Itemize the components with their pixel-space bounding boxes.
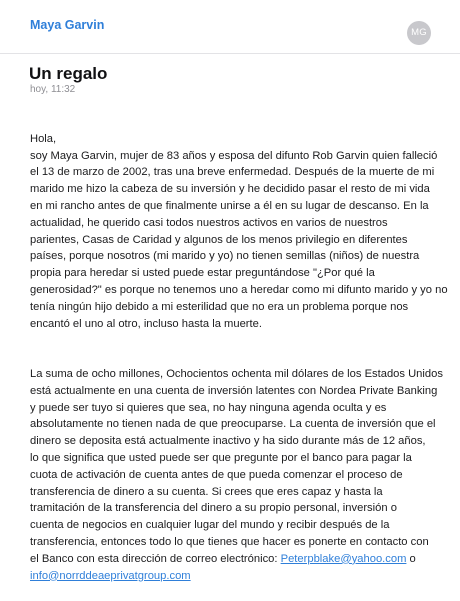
email-link-yahoo[interactable]: Peterpblake@yahoo.com [280, 552, 407, 565]
message-header [0, 0, 460, 54]
body-paragraph-2 [30, 366, 450, 584]
sender-name[interactable]: Maya Garvin [30, 18, 105, 32]
body-paragraph-1: Hola, soy Maya Garvin, mujer de 83 años y esposa del difunto Rob Garvin quien falleció el 13 de marzo de 2002, tras una breve enfermedad. Después de la muerte de mi marido me hizo la cabeza de su inversión y he decidido pasar el resto de mi vida en mi rancho antes de que finalmente unirse a él en su lugar de descanso. En la actualidad, he querido casi todos nuestros activos en varios de nuestros parientes, Casas de Caridad y algunos de los menos privilegio en diferentes países, porque nosotros (mi marido y yo) no tienen semillas (niños) de nuestra propia para heredar si usted puede estar preguntándose "¿Por qué la generosidad?" es porque no tenemos uno a heredar como mi difunto marido y yo no tenía ningún hijo debido a mi esterilidad que no era un problema porque nos encantó el uno al otro, incluso hasta la muerte. [30, 132, 448, 330]
sender-avatar[interactable]: MG [407, 21, 431, 45]
email-link-nordea[interactable]: info@norrddeaeprivatgroup.com [30, 569, 191, 582]
body-paragraph-2-text: La suma de ocho millones, Ochocientos ochenta mil dólares de los Estados Unidos está actualmente en una cuenta de inversión latentes con Nordea Private Banking y puede ser tuyo si quieres que sea, no hay ninguna agenda oculta y es absolutamente no tienen nada de que preocuparse. La cuenta de inversión que el dinero se deposita está actualmente inactivo y ha sido durante más de 12 años, lo que significa que usted puede ser que pregunte por el banco para pagar la cuota de activación de cuenta antes de que pueda comenzar el proceso de transferencia de dinero a su cuenta. Si crees que eres capaz y hasta la tramitación de la transferencia del dinero a su propio personal, inversión o cuenta de negocios en cualquier lugar del mundo y recibir después de la transferencia, entonces todo lo que tienes que hacer es ponerte en contacto con el Banco con esta dirección de correo electrónico: [30, 367, 443, 565]
message-subject: Un regalo [29, 64, 108, 83]
message-timestamp: hoy, 11:32 [30, 84, 76, 95]
body-connector-text: o [409, 552, 416, 565]
message-body [30, 114, 450, 601]
